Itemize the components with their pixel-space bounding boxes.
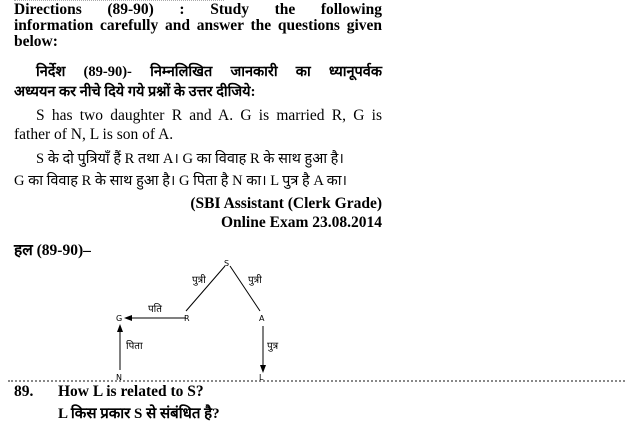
arrowhead-g-up: [117, 324, 123, 332]
divider: [8, 380, 625, 382]
edge-s-a: [230, 266, 260, 311]
statement-hi: [14, 148, 382, 192]
statement-hi-line-1: S के दो पुत्रियाँ हैं R तथा A। G का विवाह R के साथ हुआ है।: [36, 151, 344, 167]
source-line-1: (SBI Assistant (Clerk Grade): [190, 195, 382, 212]
node-s: S: [224, 259, 230, 268]
solution-label: हल (89-90)–: [14, 242, 91, 259]
question-number: 89.: [14, 383, 34, 400]
directions-hi: [14, 62, 382, 102]
directions-line-3: below:: [14, 33, 58, 50]
arrowhead-g: [124, 315, 132, 321]
statement-en: [14, 106, 382, 144]
statement-en-line-2: father of N, L is son of A.: [14, 126, 174, 143]
edge-s-r: [186, 266, 225, 311]
directions-hi-line-2: अध्ययन कर नीचे दिये गये प्रश्नों के उत्तर दीजिये:: [14, 84, 256, 100]
label-s-a: पुत्री: [248, 275, 262, 286]
family-tree-diagram: [100, 256, 300, 381]
node-n: N: [116, 373, 122, 381]
label-g-n: पिता: [126, 341, 143, 352]
node-r: R: [184, 314, 190, 323]
source-line-2: Online Exam 23.08.2014: [220, 214, 382, 231]
directions-en: [14, 2, 382, 50]
arrowhead-l: [260, 365, 266, 373]
label-s-r: पुत्री: [192, 275, 206, 286]
directions-hi-line-1: निर्देश (89-90)- निम्नलिखित जानकारी का ध्यानूपर्वक: [36, 64, 382, 80]
node-l: L: [259, 373, 264, 381]
node-g: G: [116, 314, 123, 323]
statement-hi-line-2: G का विवाह R के साथ हुआ है। G पिता है N का। L पुत्र है A का।: [14, 173, 348, 189]
statement-en-line-1: S has two daughter R and A. G is married R, G is: [36, 107, 382, 124]
node-a: A: [259, 314, 265, 323]
label-a-l: पुत्र: [267, 341, 279, 352]
directions-line-2: information carefully and answer the questions given: [14, 17, 382, 34]
question-text-en: How L is related to S?: [58, 383, 204, 400]
source-citation: [14, 194, 382, 232]
directions-line-1: Directions (89-90) : Study the following: [14, 1, 382, 18]
label-g-r: पति: [148, 304, 162, 315]
question-text-hi: L किस प्रकार S से संबंधित है?: [58, 406, 220, 422]
